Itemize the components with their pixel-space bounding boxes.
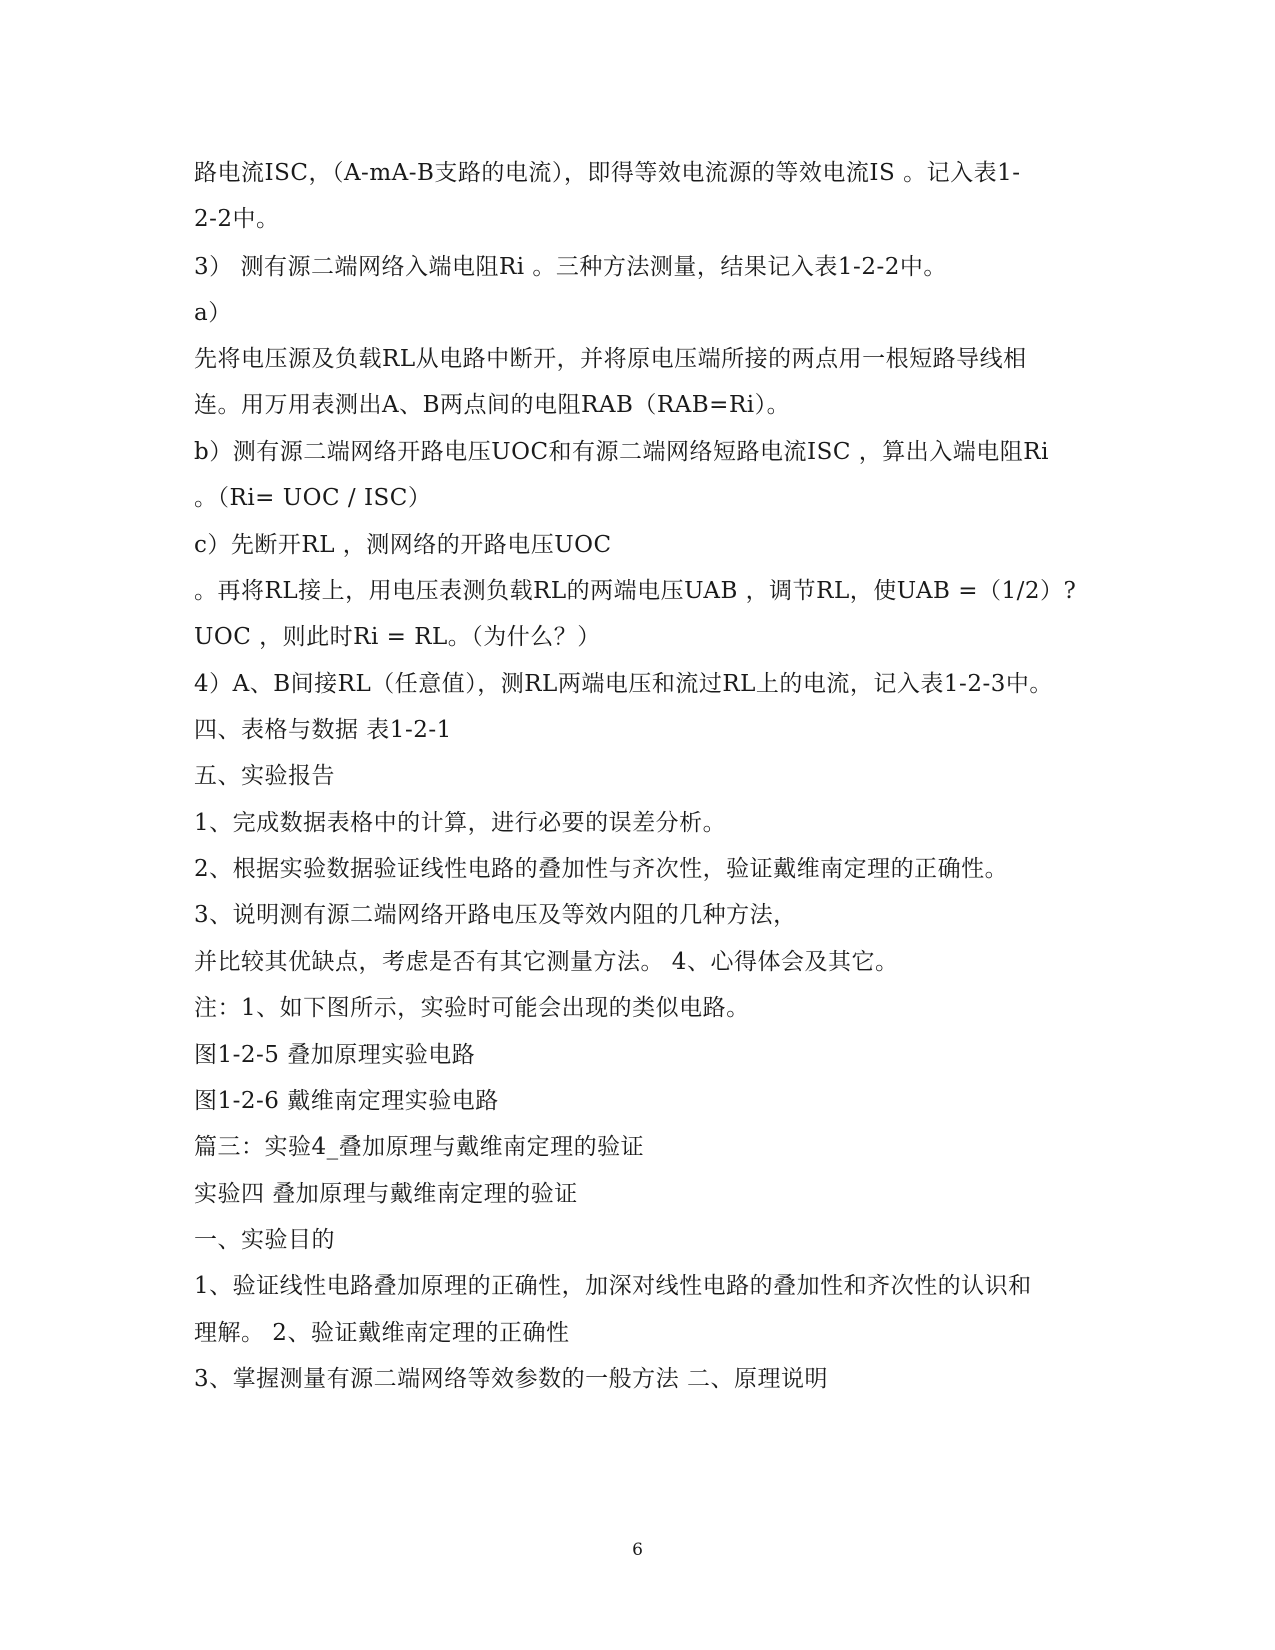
page-number: 6 [632,1540,643,1560]
text-line: a） [194,300,232,326]
text-line: 理解。 2、验证戴维南定理的正确性 [194,1320,570,1346]
text-line: 先将电压源及负载RL从电路中断开，并将原电压端所接的两点用一根短路导线相 [194,346,1027,372]
text-line: 路电流ISC，（A-mA-B支路的电流），即得等效电流源的等效电流IS 。记入表1- [194,160,1021,186]
text-line: 。再将RL接上，用电压表测负载RL的两端电压UAB ，调节RL，使UAB =（1/2）? [194,578,1077,604]
section-heading: 实验四 叠加原理与戴维南定理的验证 [194,1181,578,1207]
text-line: 2、根据实验数据验证线性电路的叠加性与齐次性，验证戴维南定理的正确性。 [194,856,1009,882]
text-line: 3） 测有源二端网络入端电阻Ri 。三种方法测量，结果记入表1-2-2中。 [194,254,947,280]
section-heading: 四、表格与数据 表1-2-1 [194,717,452,743]
text-line: c）先断开RL ，测网络的开路电压UOC [194,532,612,558]
section-heading: 篇三：实验4_叠加原理与戴维南定理的验证 [194,1134,645,1160]
text-line: 3、掌握测量有源二端网络等效参数的一般方法 二、原理说明 [194,1366,828,1392]
text-line: UOC ，则此时Ri = RL。（为什么？） [194,624,601,650]
text-line: 1、验证线性电路叠加原理的正确性，加深对线性电路的叠加性和齐次性的认识和 [194,1273,1032,1299]
text-line: b）测有源二端网络开路电压UOC和有源二端网络短路电流ISC ，算出入端电阻Ri [194,439,1049,465]
text-line: 3、说明测有源二端网络开路电压及等效内阻的几种方法， [194,902,797,928]
section-heading: 一、实验目的 [194,1227,335,1253]
text-line: 注：1、如下图所示，实验时可能会出现的类似电路。 [194,995,750,1021]
text-line: 并比较其优缺点，考虑是否有其它测量方法。 4、心得体会及其它。 [194,949,899,975]
figure-caption: 图1-2-5 叠加原理实验电路 [194,1042,476,1068]
figure-caption: 图1-2-6 戴维南定理实验电路 [194,1088,499,1114]
text-line: 连。用万用表测出A、B两点间的电阻RAB（RAB=Ri）。 [194,392,791,418]
section-heading: 五、实验报告 [194,763,335,789]
text-line: 2-2中。 [194,206,280,232]
text-line: 1、完成数据表格中的计算，进行必要的误差分析。 [194,810,727,836]
text-line: 4）A、B间接RL（任意值），测RL两端电压和流过RL上的电流，记入表1-2-3中。 [194,671,1053,697]
text-line: 。（Ri= UOC / ISC） [194,485,432,511]
